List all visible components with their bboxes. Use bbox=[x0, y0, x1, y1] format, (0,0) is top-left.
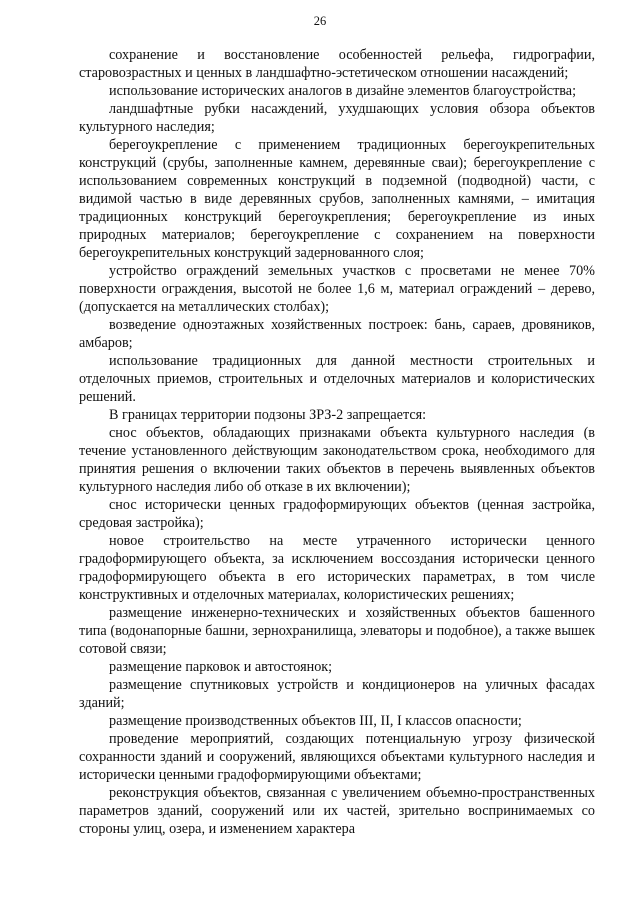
paragraph: новое строительство на месте утраченного исторически ценного градоформирующего объекта, за исключением воссоздания исторически ценного градоформирующего объекта в его исторических параметрах, в том числе конструктивных и отделочных материалах, колористических решениях; bbox=[79, 533, 595, 603]
paragraph: размещение инженерно-технических и хозяйственных объектов башенного типа (водонапорные башни, зернохранилища, элеваторы и подобное), а также вышек сотовой связи; bbox=[79, 605, 595, 657]
document-body bbox=[79, 46, 595, 838]
paragraph: использование исторических аналогов в дизайне элементов благоустройства; bbox=[109, 83, 577, 99]
paragraph: ландшафтные рубки насаждений, ухудшающих условия обзора объектов культурного наследия; bbox=[79, 101, 595, 135]
paragraph: использование традиционных для данной местности строительных и отделочных приемов, строительных и отделочных материалов и колористических решений. bbox=[79, 353, 595, 405]
paragraph: берегоукрепление с применением традиционных берегоукрепительных конструкций (срубы, заполненные камнем, деревянные сваи); берегоукрепление с использованием современных конструкций в подземной (подводной) части, с видимой частью в виде деревянных срубов, заполненных камнями, – имитация традиционных конструкций берегоукрепления; берегоукрепление из иных природных материалов; берегоукрепление с сохранением на поверхности берегоукрепительных конструкций задернованного слоя; bbox=[79, 137, 595, 261]
paragraph: размещение спутниковых устройств и кондиционеров на уличных фасадах зданий; bbox=[79, 677, 595, 711]
paragraph: проведение мероприятий, создающих потенциальную угрозу физической сохранности зданий и сооружений, являющихся объектами культурного наследия и исторически ценными градоформирующими объектами; bbox=[79, 731, 595, 783]
paragraph: возведение одноэтажных хозяйственных построек: бань, сараев, дровяников, амбаров; bbox=[79, 317, 595, 351]
paragraph: сохранение и восстановление особенностей рельефа, гидрографии, старовозрастных и ценных в ландшафтно-эстетическом отношении насаждений; bbox=[79, 47, 595, 81]
paragraph: размещение парковок и автостоянок; bbox=[109, 659, 333, 675]
paragraph: снос исторически ценных градоформирующих объектов (ценная застройка, средовая застройка); bbox=[79, 497, 595, 531]
paragraph: размещение производственных объектов III, II, I классов опасности; bbox=[109, 713, 522, 729]
section-heading: В границах территории подзоны ЗРЗ-2 запрещается: bbox=[109, 407, 427, 423]
paragraph: реконструкция объектов, связанная с увеличением объемно-пространственных параметров зданий, сооружений или их частей, зрительно воспринимаемых со стороны улиц, озера, и изменением характера bbox=[79, 785, 595, 837]
paragraph: устройство ограждений земельных участков с просветами не менее 70% поверхности ограждения, высотой не более 1,6 м, материал ограждений – дерево, (допускается на металлических столбах); bbox=[79, 263, 595, 315]
paragraph: снос объектов, обладающих признаками объекта культурного наследия (в течение установленного действующим законодательством срока, необходимого для принятия решения о включении таких объектов в перечень выявленных объектов культурного наследия либо об отказе в их включении); bbox=[79, 425, 595, 495]
page-number: 26 bbox=[313, 14, 327, 28]
